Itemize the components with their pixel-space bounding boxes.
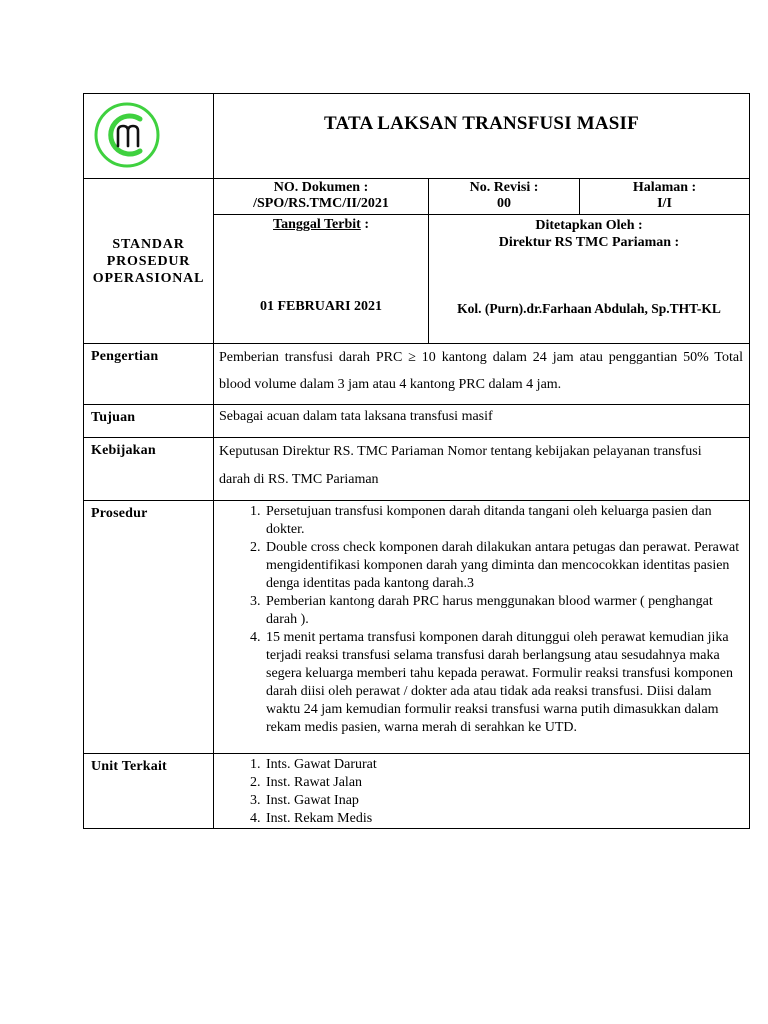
list-item: 1. Ints. Gawat Darurat bbox=[264, 756, 743, 774]
approved-by-label: Ditetapkan Oleh : bbox=[535, 218, 643, 233]
revision-label: No. Revisi : bbox=[469, 180, 539, 195]
logo-cell bbox=[84, 94, 214, 179]
list-item: 3. Inst. Gawat Inap bbox=[264, 792, 743, 810]
approver-name: Kol. (Purn).dr.Farhaan Abdulah, Sp.THT-KL bbox=[457, 301, 721, 316]
page-value: I/I bbox=[657, 196, 672, 211]
prosedur-label: Prosedur bbox=[84, 501, 214, 754]
issue-date-cell bbox=[214, 215, 429, 344]
title-cell bbox=[214, 94, 750, 179]
issue-date-label: Tanggal Terbit : bbox=[273, 217, 369, 232]
spo-document bbox=[83, 93, 749, 829]
kebijakan-label: Kebijakan bbox=[84, 438, 214, 501]
spo-line-2: PROSEDUR bbox=[106, 253, 191, 269]
content-table bbox=[83, 343, 750, 829]
document-title: TATA LAKSAN TRANSFUSI MASIF bbox=[324, 113, 639, 134]
list-item: 2. Inst. Rawat Jalan bbox=[264, 774, 743, 792]
doc-number-label: NO. Dokumen : bbox=[273, 180, 369, 195]
tujuan-label: Tujuan bbox=[84, 405, 214, 438]
approval-heading bbox=[429, 217, 749, 251]
pengertian-label: Pengertian bbox=[84, 344, 214, 405]
doc-number-cell bbox=[214, 179, 429, 215]
approver-title: Direktur RS TMC Pariaman : bbox=[498, 235, 680, 250]
list-item: 4. 15 menit pertama transfusi komponen darah ditunggui oleh perawat kemudian jika terjadi reaksi transfusi selama transfusi darah berlangsung atau sesudahnya maka segera keluarga memberi tahu kepada perawat. Formulir reaksi transfusi komponen darah diisi oleh perawat / dokter ada atau tidak ada reaksi transfusi. Diisi dalam waktu 24 jam kemudian formulir reaksi transfusi warna putih dimasukkan dalam rekam medis pasien, warna merah di serahkan ke UTD. bbox=[264, 629, 743, 737]
revision-cell bbox=[429, 179, 580, 215]
kebijakan-text: Keputusan Direktur RS. TMC Pariaman Nomor tentang kebijakan pelayanan transfusi darah di RS. TMC Pariaman bbox=[214, 438, 750, 501]
approval-cell bbox=[429, 215, 750, 344]
list-item: 4. Inst. Rekam Medis bbox=[264, 810, 743, 828]
page-cell bbox=[580, 179, 750, 215]
list-item: 1. Persetujuan transfusi komponen darah ditanda tangani oleh keluarga pasien dan dokter. bbox=[264, 503, 743, 539]
hospital-logo-icon bbox=[94, 102, 160, 168]
prosedur-list bbox=[214, 503, 749, 753]
tujuan-text: Sebagai acuan dalam tata laksana transfusi masif bbox=[214, 405, 750, 438]
unit-terkait-list bbox=[214, 756, 749, 828]
spo-label bbox=[84, 179, 214, 344]
list-item: 3. Pemberian kantong darah PRC harus menggunakan blood warmer ( penghangat darah ). bbox=[264, 593, 743, 629]
pengertian-text: Pemberian transfusi darah PRC ≥ 10 kantong dalam 24 jam atau penggantian 50% Total blood volume dalam 3 jam atau 4 kantong PRC dalam 4 jam. bbox=[214, 344, 750, 405]
spo-line-3: OPERASIONAL bbox=[92, 270, 205, 286]
page-label: Halaman : bbox=[632, 180, 697, 195]
list-item: 2. Double cross check komponen darah dilakukan antara petugas dan perawat. Perawat mengidentifikasi komponen darah yang diminta dan mencocokkan identitas pasien denga identitas pada kantong darah.3 bbox=[264, 539, 743, 593]
spo-line-1: STANDAR bbox=[112, 236, 185, 252]
prosedur-cell bbox=[214, 501, 750, 754]
header-table bbox=[83, 93, 750, 344]
issue-date-value: 01 FEBRUARI 2021 bbox=[259, 299, 383, 314]
revision-value: 00 bbox=[497, 196, 511, 211]
doc-number-value: /SPO/RS.TMC/II/2021 bbox=[253, 196, 389, 211]
unit-terkait-cell bbox=[214, 754, 750, 829]
unit-terkait-label: Unit Terkait bbox=[84, 754, 214, 829]
